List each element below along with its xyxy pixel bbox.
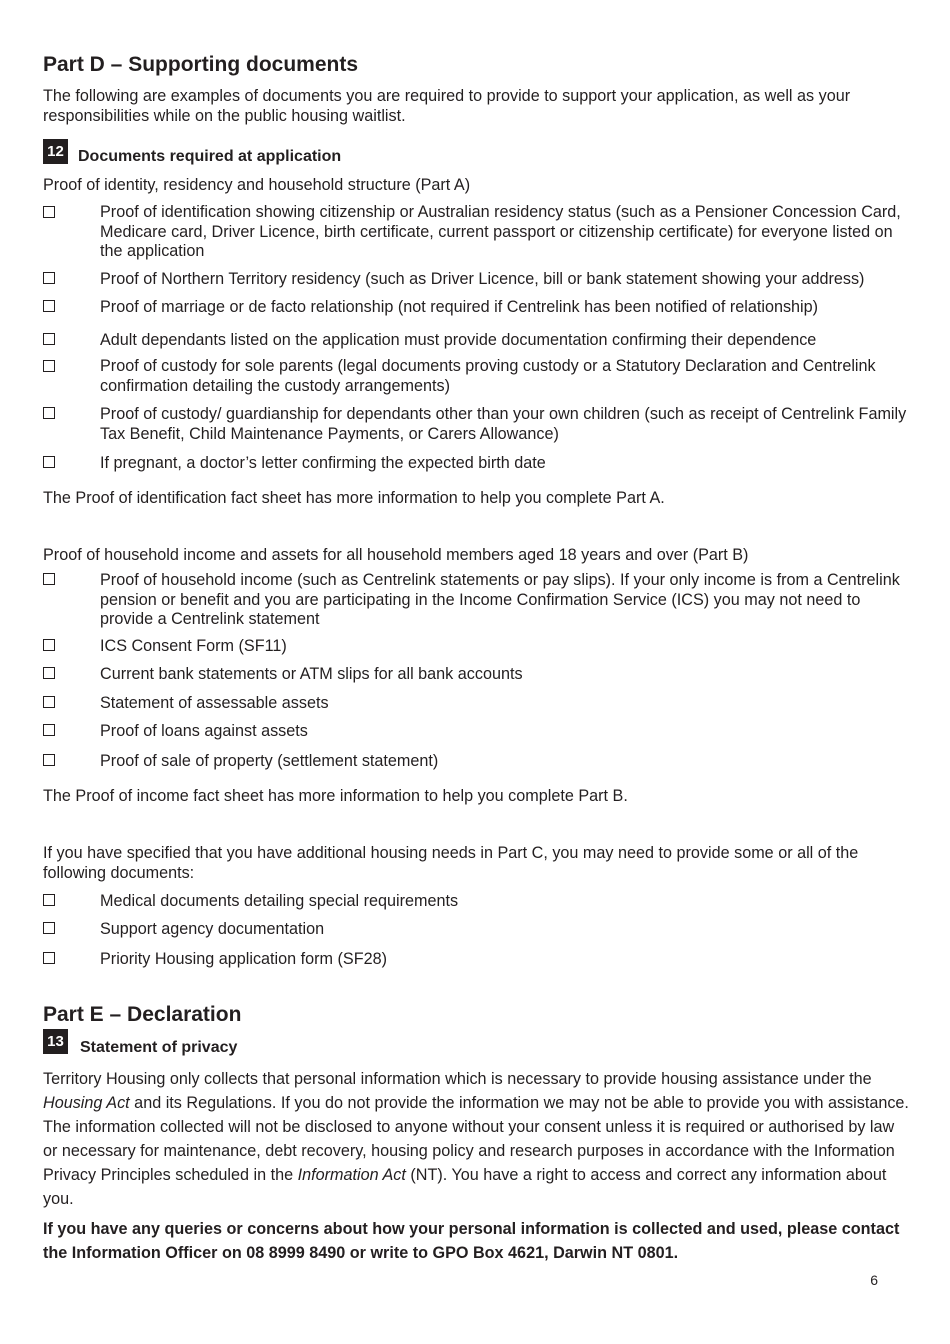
item-medical-documents: Medical documents detailing special requirements (100, 892, 459, 910)
part-e-title: Part E – Declaration (43, 1003, 242, 1026)
checkbox-custody-sole-parents[interactable] (43, 360, 55, 372)
item-household-income: Proof of household income (such as Centrelink statements or pay slips). If your only income is from a Centrelink pension or benefit and you are participating in the Income Confirmation Service (ICS) you may not need to provide a Centrelink statement (100, 571, 900, 628)
checkbox-marriage[interactable] (43, 300, 55, 312)
checkbox-identification[interactable] (43, 206, 55, 218)
privacy-statement (43, 1067, 913, 1211)
question-number-12: 12 (43, 139, 68, 164)
item-identification: Proof of identification showing citizenship or Australian residency status (such as a Pensioner Concession Card, Medicare card, Driver Licence, birth certificate, current passport or citizenship certificate) for everyone listed on the application (100, 203, 901, 260)
section-a-heading: Proof of identity, residency and household structure (Part A) (43, 176, 471, 194)
item-custody-sole-parents: Proof of custody for sole parents (legal documents proving custody or a Statutory Declaration and Centrelink confirmation detailing the custody arrangements) (100, 357, 876, 395)
item-nt-residency: Proof of Northern Territory residency (such as Driver Licence, bill or bank statement showing your address) (100, 270, 865, 288)
checkbox-nt-residency[interactable] (43, 272, 55, 284)
checkbox-adult-dependants[interactable] (43, 333, 55, 345)
item-bank-statements: Current bank statements or ATM slips for all bank accounts (100, 665, 523, 683)
item-marriage: Proof of marriage or de facto relationship (not required if Centrelink has been notified of relationship) (100, 298, 819, 316)
checkbox-medical-documents[interactable] (43, 894, 55, 906)
privacy-text-3: (NT). You have a right to access and correct any information about you. (43, 1166, 887, 1208)
part-d-intro: The following are examples of documents you are required to provide to support your application, as well as your responsibilities while on the public housing waitlist. (43, 87, 851, 125)
privacy-contact: If you have any queries or concerns about how your personal information is collected and used, please contact the Information Officer on 08 8999 8490 or write to GPO Box 4621, Darwin NT 0801. (43, 1220, 900, 1262)
housing-act: Housing Act (43, 1094, 130, 1112)
item-adult-dependants: Adult dependants listed on the application must provide documentation confirming their dependence (100, 331, 817, 349)
item-priority-housing: Priority Housing application form (SF28) (100, 950, 387, 968)
checkbox-guardianship[interactable] (43, 407, 55, 419)
privacy-text-1: Territory Housing only collects that personal information which is necessary to provide housing assistance under the (43, 1070, 872, 1088)
checkbox-pregnant[interactable] (43, 456, 55, 468)
item-pregnant: If pregnant, a doctor’s letter confirming the expected birth date (100, 454, 546, 472)
section-b-note: The Proof of income fact sheet has more information to help you complete Part B. (43, 787, 628, 805)
checkbox-ics-consent[interactable] (43, 639, 55, 651)
item-sale-property: Proof of sale of property (settlement statement) (100, 752, 439, 770)
section-c-heading: If you have specified that you have additional housing needs in Part C, you may need to provide some or all of the following documents: (43, 844, 859, 882)
question-title-privacy: Statement of privacy (80, 1039, 238, 1056)
checkbox-assessable-assets[interactable] (43, 696, 55, 708)
checkbox-sale-property[interactable] (43, 754, 55, 766)
item-support-agency: Support agency documentation (100, 920, 325, 938)
checkbox-priority-housing[interactable] (43, 952, 55, 964)
item-loans: Proof of loans against assets (100, 722, 308, 740)
item-ics-consent: ICS Consent Form (SF11) (100, 637, 287, 655)
checkbox-household-income[interactable] (43, 573, 55, 585)
section-b-heading: Proof of household income and assets for all household members aged 18 years and over (Part B) (43, 546, 749, 564)
question-title-documents: Documents required at application (78, 148, 342, 165)
page-number: 6 (870, 1272, 878, 1288)
section-a-note: The Proof of identification fact sheet has more information to help you complete Part A. (43, 489, 665, 507)
item-guardianship: Proof of custody/ guardianship for dependants other than your own children (such as receipt of Centrelink Family Tax Benefit, Child Maintenance Payments, or Carers Allowance) (100, 405, 907, 443)
item-assessable-assets: Statement of assessable assets (100, 694, 329, 712)
privacy-text-2: and its Regulations. If you do not provide the information we may not be able to provide you with assistance. The information collected will not be disclosed to anyone without your consent unless it is required or authorised by law or necessary for maintenance, debt recovery, housing policy and research purposes in accordance with the Information Privacy Principles scheduled in the (43, 1094, 909, 1184)
checkbox-loans[interactable] (43, 724, 55, 736)
checkbox-support-agency[interactable] (43, 922, 55, 934)
question-number-13: 13 (43, 1029, 68, 1054)
part-d-title: Part D – Supporting documents (43, 53, 359, 76)
checkbox-bank-statements[interactable] (43, 667, 55, 679)
information-act: Information Act (297, 1166, 406, 1184)
